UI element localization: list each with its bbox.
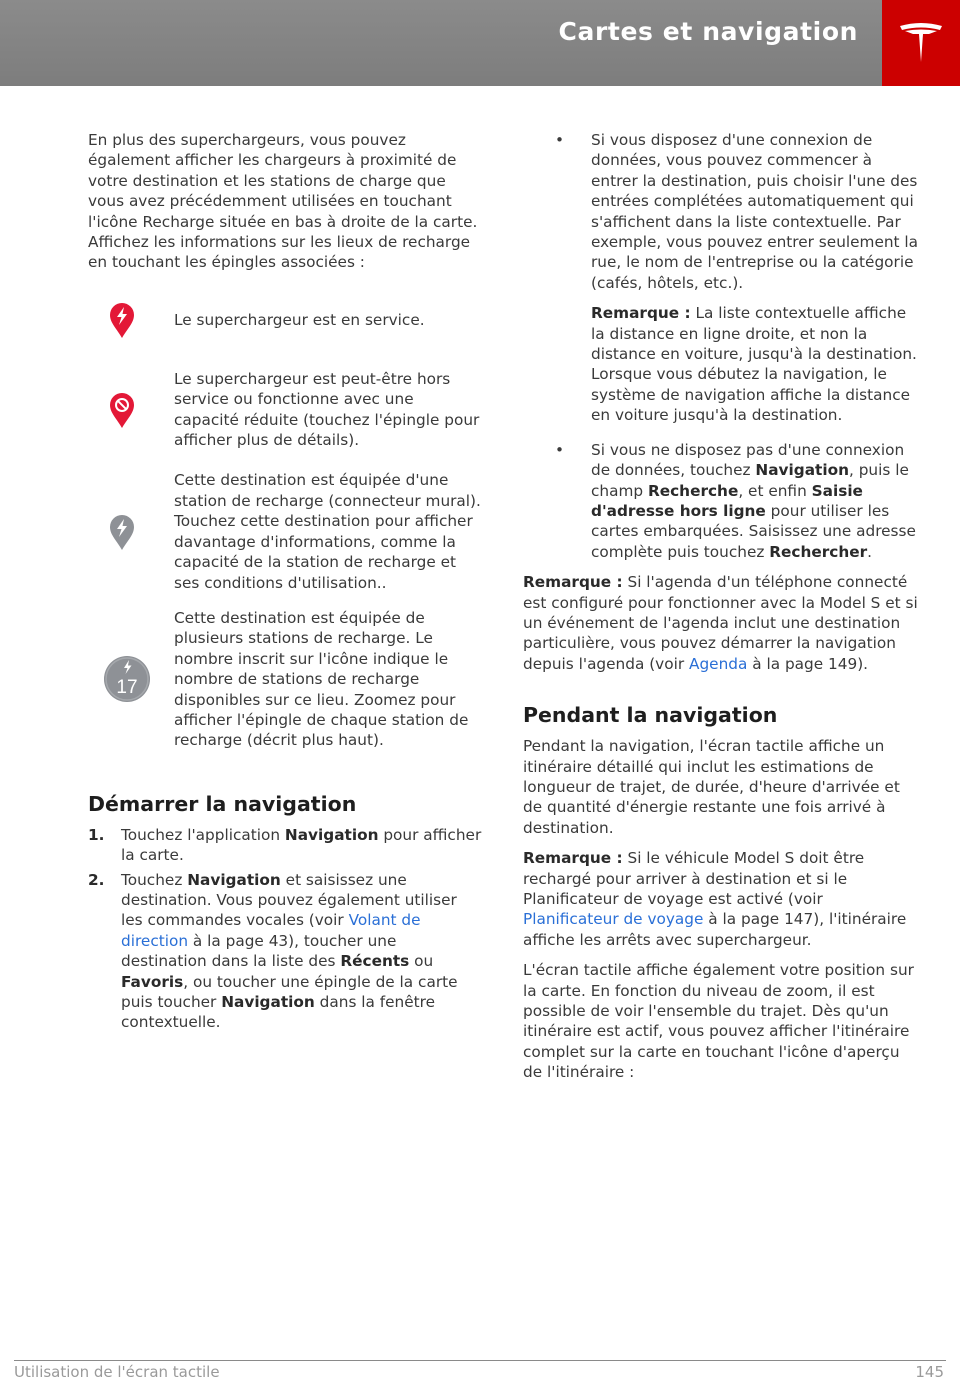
pin-row-destination-charger [88, 470, 483, 592]
step-text-part: dans la fenêtre contextuelle. [121, 993, 436, 1032]
charger-cluster-pin-icon [103, 655, 151, 703]
step-bold: Récents [340, 952, 410, 971]
step-text-part: , ou toucher une épingle de la carte puis toucher [121, 972, 458, 1011]
note-text-part: à la page 147), l'itinéraire affiche les arrêts avec superchargeur. [523, 910, 907, 949]
paragraph-route-overview: L'écran tactile affiche également votre position sur la carte. En fonction du niveau de zoom, il est possible de voir l'ensemble du trajet. Dès qu'un itinéraire est actif, vous pouvez afficher l'itinéraire complet sur la carte en touchant l'icône d'aperçu de l'itinéraire : [523, 961, 914, 1082]
link-planificateur-de-voyage[interactable]: Planificateur de voyage [523, 910, 704, 929]
step-text-part: et saisissez une destination. Vous pouvez également utiliser les commandes vocales (voir [121, 870, 457, 930]
note-text: La liste contextuelle affiche la distance en ligne droite, et non la distance en voiture, jusqu'à la destination. Lorsque vous débutez la navigation, le système de navigation affiche la distance en voiture jusqu'à la destination. [591, 304, 917, 425]
note-trip-planner [523, 848, 919, 950]
section-title-start-navigation: Démarrer la navigation [88, 791, 357, 816]
bullet-bold: Rechercher [769, 542, 868, 561]
supercharger-out-of-service-pin-icon [108, 391, 136, 429]
bullet-mark: • [555, 440, 565, 459]
right-column [523, 130, 919, 1093]
bullet-mark: • [555, 131, 565, 149]
footer-divider [14, 1360, 946, 1361]
charger-count-label: 17 [116, 677, 138, 699]
note-agenda [523, 572, 919, 674]
step-text-part: Touchez [121, 870, 188, 889]
step-text [121, 825, 483, 866]
pin-description: Le superchargeur est en service. [174, 310, 425, 329]
footer-page-number: 145 [915, 1363, 944, 1381]
step-text-part: ou [409, 952, 434, 971]
step-number: 1. [88, 825, 105, 844]
step-bold: Favoris [121, 972, 184, 991]
bullet-item [523, 440, 919, 562]
left-column [88, 130, 483, 1037]
step-text-part: à la page 43), toucher une destination dans la liste des [121, 931, 397, 971]
pin-icon-cell [88, 301, 174, 339]
section-title-during-navigation: Pendant la navigation [523, 703, 778, 728]
step-item [88, 825, 483, 866]
bullet-text-part: , puis le champ [591, 461, 909, 500]
pin-row-supercharger-out-of-service [88, 369, 483, 451]
step-item [88, 870, 483, 1033]
bullet-note [591, 303, 919, 425]
note-text-part: Si l'agenda d'un téléphone connecté est configuré pour fonctionner avec la Model S et si un événement de l'agenda inclut une destination particulière, vous pouvez démarrer la navigation depuis l'agenda (voir [523, 573, 918, 673]
bullet-body [591, 440, 919, 562]
bullet-text-part: . [867, 542, 873, 561]
step-bold: Navigation [221, 993, 315, 1011]
bullet-bold: Saisie d'adresse hors ligne [591, 481, 863, 520]
footer-section-name: Utilisation de l'écran tactile [14, 1363, 220, 1381]
bullet-bold: Navigation [755, 461, 849, 480]
tesla-logo-box [882, 0, 960, 86]
intro-paragraph: En plus des superchargeurs, vous pouvez également afficher les chargeurs à proximité de votre destination et les stations de charge que vous avez précédemment utilisées en touchant l'icône Recharge située en bas à droite de la carte. Affichez les informations sur les lieux de recharge en touchant les épingles associées : [88, 131, 478, 272]
bullet-text-part: Si vous ne disposez pas d'une connexion de données, touchez [591, 440, 905, 480]
note-label: Remarque : [591, 304, 691, 323]
bullet-body [591, 130, 919, 436]
note-text-part: à la page 149). [747, 654, 869, 673]
paragraph-route-details: Pendant la navigation, l'écran tactile affiche un itinéraire détaillé qui inclut les estimations de longueur de trajet, de durée, d'heure d'arrivée et de quantité d'énergie restante une fois arrivé à destination. [523, 737, 900, 837]
supercharger-pin-icon [108, 301, 136, 339]
pin-icon-cell [88, 391, 174, 429]
note-label: Remarque : [523, 573, 623, 592]
page-header [0, 0, 960, 86]
pin-icon-cell [88, 655, 174, 703]
tesla-logo-icon [896, 18, 946, 68]
step-text-part: pour afficher la carte. [121, 825, 482, 865]
step-bold: Navigation [284, 825, 379, 844]
link-volant-de-direction[interactable]: Volant de direction [121, 911, 421, 950]
pin-row-supercharger [88, 301, 483, 339]
link-agenda[interactable]: Agenda [688, 654, 748, 673]
pin-legend [88, 301, 483, 751]
pin-row-charger-cluster [88, 608, 483, 751]
bullet-text-part: pour utiliser les cartes embarquées. Saisissez une adresse complète puis touchez [591, 501, 916, 561]
step-bold: Navigation [187, 870, 281, 889]
pin-description: Cette destination est équipée d'une station de recharge (connecteur mural). Touchez cette destination pour afficher davantage d'informations, comme la capacité de la station de recharge et ses conditions d'utilisation.. [174, 471, 481, 592]
bullet-text: Si vous disposez d'une connexion de données, vous pouvez commencer à entrer la destination, puis choisir l'une des entrées complétées automatiquement qui s'affichent dans la liste contextuelle. Par exemple, vous pouvez entrer seulement la rue, le nom de l'entreprise ou la catégorie (cafés, hôtels, etc.). [591, 131, 919, 292]
bullet-bold: Recherche [647, 481, 739, 500]
step-text-part: Touchez l'application [121, 825, 285, 844]
pin-description: Cette destination est équipée de plusieurs stations de recharge. Le nombre inscrit sur l'icône indique le nombre de stations de recharge disponibles sur ce lieu. Zoomez pour afficher l'épingle de chaque station de recharge (décrit plus haut). [174, 608, 469, 750]
step-number: 2. [88, 870, 105, 889]
page-title: Cartes et navigation [558, 17, 858, 46]
step-text [121, 870, 483, 1033]
destination-charger-pin-icon [108, 513, 136, 551]
note-text-part: Si le véhicule Model S doit être rechargé pour arriver à destination et si le Planificateur de voyage est activé (voir [523, 849, 865, 908]
pin-description: Le superchargeur est peut-être hors service ou fonctionne avec une capacité réduite (touchez l'épingle pour afficher plus de détails). [174, 369, 480, 450]
bullet-item [523, 130, 919, 436]
note-label: Remarque : [523, 849, 623, 868]
bullet-text-part: , et enfin [738, 481, 812, 500]
pin-icon-cell [88, 513, 174, 551]
